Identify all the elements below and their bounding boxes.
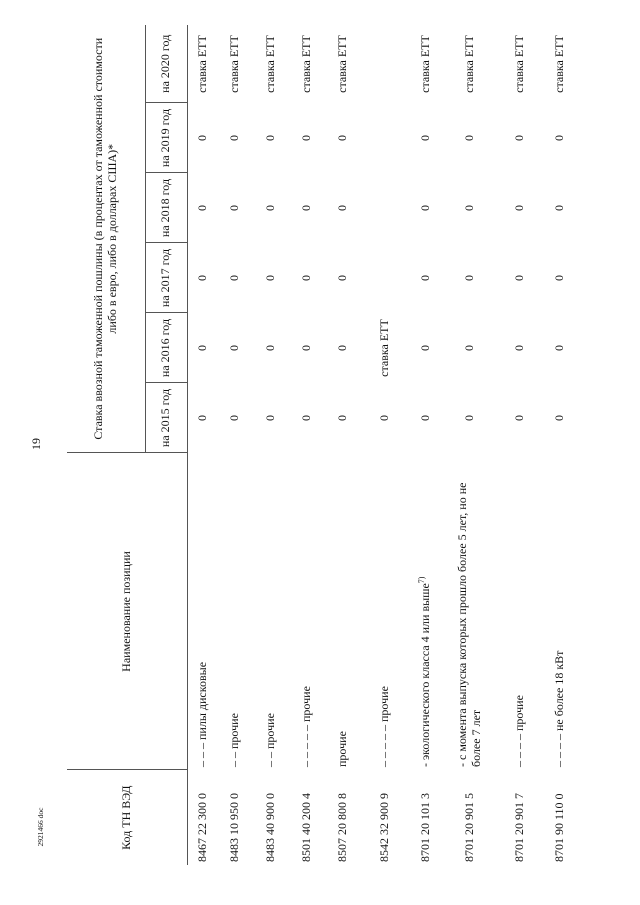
rate-cell-3: 0 [299,275,314,281]
table-row [359,25,409,865]
rate-cell-6: ставка ЕТТ [511,35,526,93]
rate-cell-1: 0 [194,415,209,421]
footnote-marker: 7) [417,576,427,584]
name-cell [288,453,325,770]
rate-cell-2: 0 [194,345,209,351]
name-cell [441,453,497,770]
table-row [288,25,325,865]
name-text: – – – пилы дисковые [194,661,209,767]
header-rate-group: Ставка ввозной таможенной пошлины (в процентах от таможенной стоимости либо в евро, либо в долларах США)* [67,25,145,453]
name-text: - с момента выпуска которых прошло более 5 лет, но не более 7 лет [454,482,483,767]
rate-cell-6: ставка ЕТТ [417,35,432,93]
rate-cell-1: 0 [511,415,526,421]
code-cell: 8501 40 200 4 [299,793,314,862]
rate-cell-1: 0 [551,415,566,421]
name-text: – – – – – прочие [299,686,314,767]
name-cell [541,453,577,770]
name-cell [216,453,252,770]
rate-cell-6: ставка ЕТТ [334,35,349,93]
rate-cell-5: 0 [262,135,277,141]
rate-cell-3: 0 [461,275,476,281]
rate-cell-3: 0 [194,275,209,281]
name-text: – – – – прочие [511,695,526,767]
header-year-1: на 2015 год [145,383,187,453]
rate-cell-4: 0 [551,205,566,211]
rate-cell-6: ставка ЕТТ [226,35,241,93]
rate-cell-4 [359,173,409,243]
table-row [441,25,497,865]
rate-cell-5: 0 [299,135,314,141]
table-row [409,25,441,865]
rate-cell-1: 0 [376,415,391,421]
rate-cell-1: 0 [262,415,277,421]
rate-cell-4: 0 [334,205,349,211]
header-name: Наименование позиции [67,453,187,770]
code-cell: 8483 10 950 0 [226,793,241,862]
code-cell: 8542 32 900 9 [376,793,391,862]
rate-cell-1: 0 [417,415,432,421]
rate-cell-3 [359,243,409,313]
rate-cell-6: ставка ЕТТ [461,35,476,93]
table-row [541,25,577,865]
name-cell [187,453,216,770]
name-cell [409,453,441,770]
code-cell: 8507 20 800 8 [334,793,349,862]
code-cell: 8701 20 101 3 [417,793,432,862]
rate-cell-4: 0 [461,205,476,211]
name-text: – – – – не более 18 кВт [551,650,566,767]
name-cell [359,453,409,770]
header-year-4: на 2018 год [145,173,187,243]
table-row [325,25,359,865]
rate-cell-3: 0 [334,275,349,281]
rate-cell-1: 0 [461,415,476,421]
tariff-table [67,25,577,865]
tariff-table-container [67,25,566,865]
rate-cell-6 [359,25,409,103]
rate-cell-6: ставка ЕТТ [194,35,209,93]
header-year-6: на 2020 год [145,25,187,103]
rate-cell-1: 0 [334,415,349,421]
rate-cell-4: 0 [511,205,526,211]
name-cell [497,453,541,770]
rate-cell-1: 0 [226,415,241,421]
rate-cell-3: 0 [262,275,277,281]
name-text: – – – – – прочие [376,686,391,767]
rate-cell-4: 0 [299,205,314,211]
rate-cell-2: 0 [417,345,432,351]
rate-cell-5: 0 [417,135,432,141]
rate-cell-3: 0 [417,275,432,281]
rate-cell-6: ставка ЕТТ [262,35,277,93]
rate-cell-6: ставка ЕТТ [551,35,566,93]
table-row [252,25,288,865]
table-row [497,25,541,865]
rate-cell-3: 0 [511,275,526,281]
rate-cell-3: 0 [551,275,566,281]
name-text: – – прочие [226,713,241,767]
rate-cell-5: 0 [194,135,209,141]
name-text: - экологического класса 4 или выше [418,583,433,767]
rate-cell-4: 0 [226,205,241,211]
rate-cell-4: 0 [262,205,277,211]
page-number: 19 [29,438,43,450]
rate-cell-2: 0 [299,345,314,351]
rate-cell-5: 0 [334,135,349,141]
rate-cell-2: 0 [262,345,277,351]
code-cell: 8483 40 900 0 [262,793,277,862]
code-cell: 8701 20 901 5 [461,793,476,862]
rate-cell-4: 0 [194,205,209,211]
rate-cell-2: ставка ЕТТ [376,319,391,377]
table-row [216,25,252,865]
header-year-3: на 2017 год [145,243,187,313]
header-year-2: на 2016 год [145,313,187,383]
rate-cell-5: 0 [461,135,476,141]
name-text: прочие [334,731,349,767]
rate-cell-4: 0 [417,205,432,211]
rate-cell-3: 0 [226,275,241,281]
rate-cell-2: 0 [511,345,526,351]
rate-cell-1: 0 [299,415,314,421]
code-cell: 8467 22 300 0 [194,793,209,862]
code-cell: 8701 20 901 7 [511,793,526,862]
header-code: Код ТН ВЭД [67,770,187,865]
rate-cell-2: 0 [461,345,476,351]
rate-cell-2: 0 [334,345,349,351]
document-id: 2921466 doc [36,807,45,847]
table-row [187,25,216,865]
rate-cell-5: 0 [551,135,566,141]
rate-cell-5 [359,103,409,173]
rate-cell-5: 0 [226,135,241,141]
rate-cell-2: 0 [226,345,241,351]
code-cell: 8701 90 110 0 [551,793,566,862]
header-year-5: на 2019 год [145,103,187,173]
name-text: – – прочие [262,713,277,767]
name-cell [252,453,288,770]
name-cell [325,453,359,770]
rate-cell-2: 0 [551,345,566,351]
rate-cell-5: 0 [511,135,526,141]
rate-cell-6: ставка ЕТТ [299,35,314,93]
